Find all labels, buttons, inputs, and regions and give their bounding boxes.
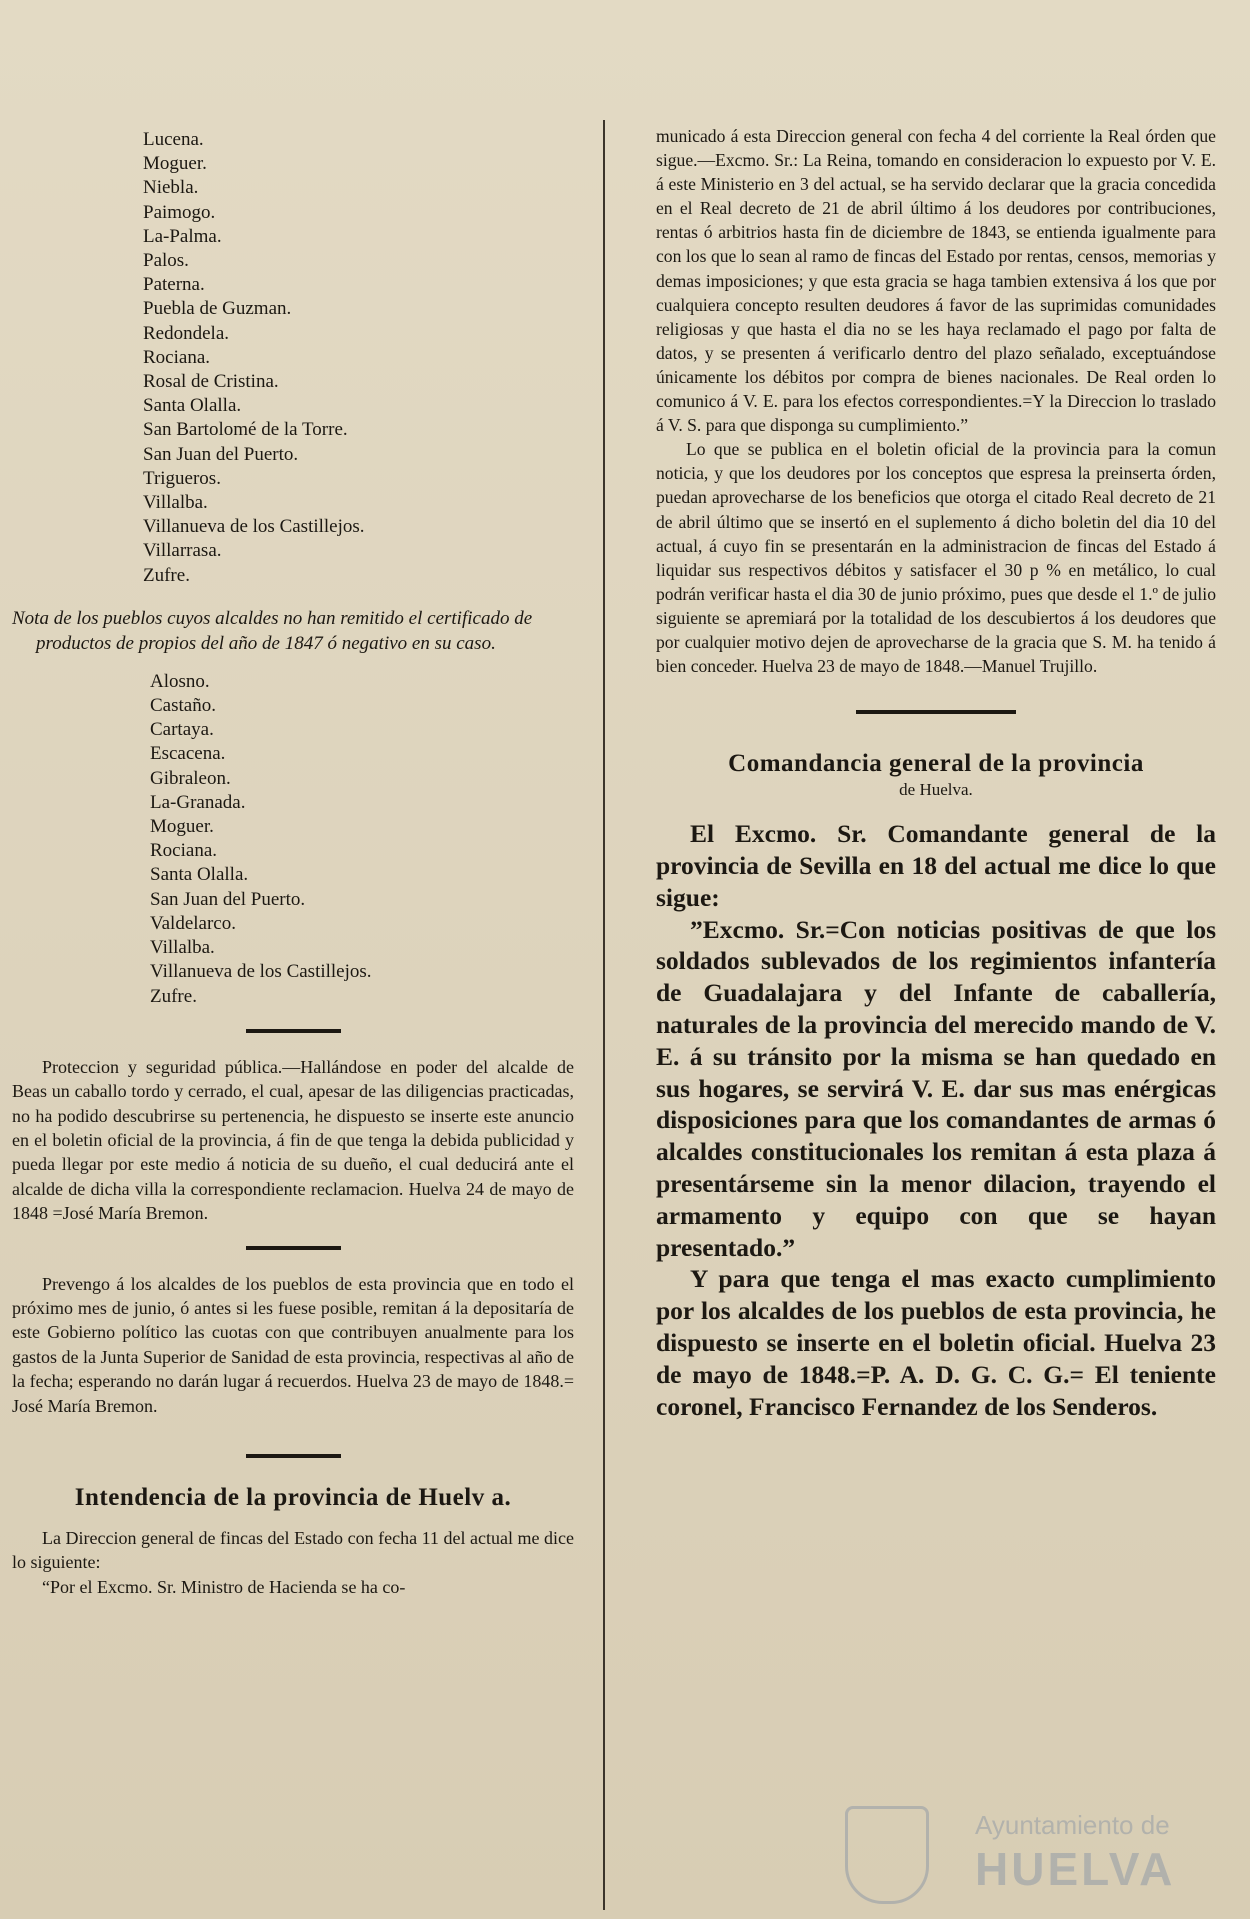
town-item: Escacena.	[150, 743, 226, 765]
nota-heading: Nota de los pueblos cuyos alcaldes no han remitido el certificado de productos de propios del año de 1847 ó negativo en su caso.	[12, 607, 533, 654]
town-list-a	[143, 128, 574, 588]
town-item: Zufre.	[143, 564, 190, 586]
town-item: San Bartolomé de la Torre.	[143, 419, 348, 441]
comandancia-title: Comandancia general de la provincia	[728, 750, 1144, 778]
town-item: Santa Olalla.	[143, 395, 242, 417]
left-column	[12, 128, 574, 1599]
town-item: Moguer.	[150, 816, 214, 838]
town-item: La-Granada.	[150, 791, 246, 813]
archive-watermark	[845, 1806, 1175, 1902]
separator	[12, 1009, 574, 1055]
real-orden-continuation: municado á esta Direccion general con fecha 4 del corriente la Real órden que sigue.—Excmo. Sr.: La Reina, tomando en consideracion lo expuesto por V. E. á este Ministerio en 3 del actual, se ha servido declarar que la gracia concedida en el Real decreto de 21 de abril último á los deudores por contribuciones, rentas ó arbitrios hasta fin de diciembre de 1843, se entienda igualmente para con los que lo sean al ramo de fincas del Estado por rentas, censos, memorias y demas imposiciones; y que esta gracia se haga tambien extensiva á los que por cualquiera concepto resulten deudores á favor de las suprimidas comunidades religiosas y que hasta el dia no se les haya reclamado el pago por falta de datos, y se presenten á verificarlo dentro del plazo señalado, exceptuándose únicamente los débitos por compra de bienes nacionales. De Real orden lo comunico á V. E. para los efectos correspondientes.=Y la Direccion lo traslado á V. S. para que disponga su cumplimiento.”	[656, 126, 1216, 436]
town-item: Villarrasa.	[143, 540, 222, 562]
intendencia-paragraph-1: La Direccion general de fincas del Estado con fecha 11 del actual me dice lo siguiente:	[12, 1527, 574, 1573]
town-item: Rociana.	[150, 840, 218, 862]
comandancia-paragraph-1: El Excmo. Sr. Comandante general de la provincia de Sevilla en 18 del actual me dice lo que sigue:	[656, 819, 1216, 912]
town-item: Niebla.	[143, 177, 199, 199]
watermark-line-2: HUELVA	[975, 1843, 1176, 1895]
column-divider	[603, 120, 605, 1910]
town-item: Lucena.	[143, 129, 204, 150]
town-item: Rociana.	[143, 346, 211, 368]
town-item: Villanueva de los Castillejos.	[143, 516, 365, 538]
town-item: Castaño.	[150, 695, 216, 717]
town-item: Moguer.	[143, 153, 207, 175]
town-item: Gibraleon.	[150, 767, 231, 789]
town-item: Puebla de Guzman.	[143, 298, 292, 320]
watermark-line-1: Ayuntamiento de	[975, 1810, 1170, 1840]
right-column	[656, 124, 1216, 1422]
separator	[12, 1226, 574, 1272]
town-item: Alosno.	[150, 670, 210, 692]
town-item: Cartaya.	[150, 719, 214, 741]
town-list-b	[150, 670, 574, 1009]
comandancia-subtitle: de Huelva.	[899, 780, 973, 800]
proteccion-notice: Proteccion y seguridad pública.—Hallándose en poder del alcalde de Beas un caballo tordo y cerrado, el cual, apesar de las diligencias practicadas, no ha podido descubrirse su pertenencia, he dispuesto se inserte este anuncio en el boletin oficial de la provincia, á fin de que tenga la debida publicidad y pueda llegar por este medio á noticia de su dueño, el cual deducirá ante el alcalde de dicha villa la correspondiente reclamacion. Huelva 24 de mayo de 1848 =José María Bremon.	[12, 1056, 574, 1224]
separator	[12, 1418, 574, 1484]
town-item: Zufre.	[150, 985, 197, 1007]
intendencia-title: Intendencia de la provincia de Huelv a.	[74, 1483, 512, 1511]
town-item: San Juan del Puerto.	[143, 443, 299, 465]
town-item: Trigueros.	[143, 467, 221, 489]
town-item: Paimogo.	[143, 201, 216, 223]
town-item: Santa Olalla.	[150, 864, 249, 886]
town-item: Valdelarco.	[150, 912, 236, 934]
town-item: San Juan del Puerto.	[150, 888, 306, 910]
comandancia-paragraph-2: ”Excmo. Sr.=Con noticias positivas de que los soldados sublevados de los regimientos infantería de Guadalajara y del Infante de caballería, naturales de la provincia del merecido mando de V. E. á su tránsito por la misma se han quedado en sus hogares, se servirá V. E. dar sus mas enérgicas disposiciones para que los comandantes de armas ó alcaldes constitucionales los remitan á esta plaza á presentárseme sin la menor dilacion, trayendo el armamento y equipo con que se hayan presentado.”	[656, 914, 1216, 1262]
comandancia-paragraph-3: Y para que tenga el mas exacto cumplimiento por los alcaldes de los pueblos de esta provincia, he dispuesto se inserte en el boletin oficial. Huelva 23 de mayo de 1848.=P. A. D. G. C. G.= El teniente coronel, Francisco Fernandez de los Senderos.	[656, 1264, 1216, 1421]
town-item: Villalba.	[150, 937, 215, 959]
prevengo-notice: Prevengo á los alcaldes de los pueblos de esta provincia que en todo el próximo mes de junio, ó antes si les fuese posible, remitan á la depositaría de este Gobierno político las cuotas con que contribuyen anualmente para los gastos de la Junta Superior de Sanidad de esta provincia, respectivas al año de la fecha; esperando no darán lugar á recuerdos. Huelva 23 de mayo de 1848.= José María Bremon.	[12, 1273, 574, 1416]
town-item: Paterna.	[143, 274, 205, 296]
town-item: La-Palma.	[143, 225, 222, 247]
intendencia-paragraph-2: “Por el Excmo. Sr. Ministro de Hacienda se ha co-	[42, 1576, 406, 1597]
town-item: Villalba.	[143, 492, 208, 514]
coat-of-arms-icon	[845, 1806, 929, 1904]
town-item: Palos.	[143, 250, 189, 272]
town-item: Redondela.	[143, 322, 230, 344]
town-item: Villanueva de los Castillejos.	[150, 961, 372, 983]
lo-que-se-publica: Lo que se publica en el boletin oficial de la provincia para la comun noticia, y que los deudores por los conceptos que espresa la preinserta órden, puedan aprovecharse de los beneficios que otorga el citado Real decreto de 21 de abril último que se insertó en el suplemento á dicho boletin del dia 10 del actual, á cuyo fin se presentarán en la administracion de fincas del Estado á liquidar sus respectivos débitos y satisfacer el 30 p % en metálico, lo cual podrán verificar hasta el dia 30 de junio próximo, pues que desde el 1.º de julio siguiente se apremiará por la totalidad de los descubiertos á los deudores que por cualquier motivo dejen de aprovecharse de la gracia que S. M. ha tenido á bien conceder. Huelva 23 de mayo de 1848.—Manuel Trujillo.	[656, 439, 1216, 677]
town-item: Rosal de Cristina.	[143, 371, 279, 393]
separator	[656, 678, 1216, 750]
